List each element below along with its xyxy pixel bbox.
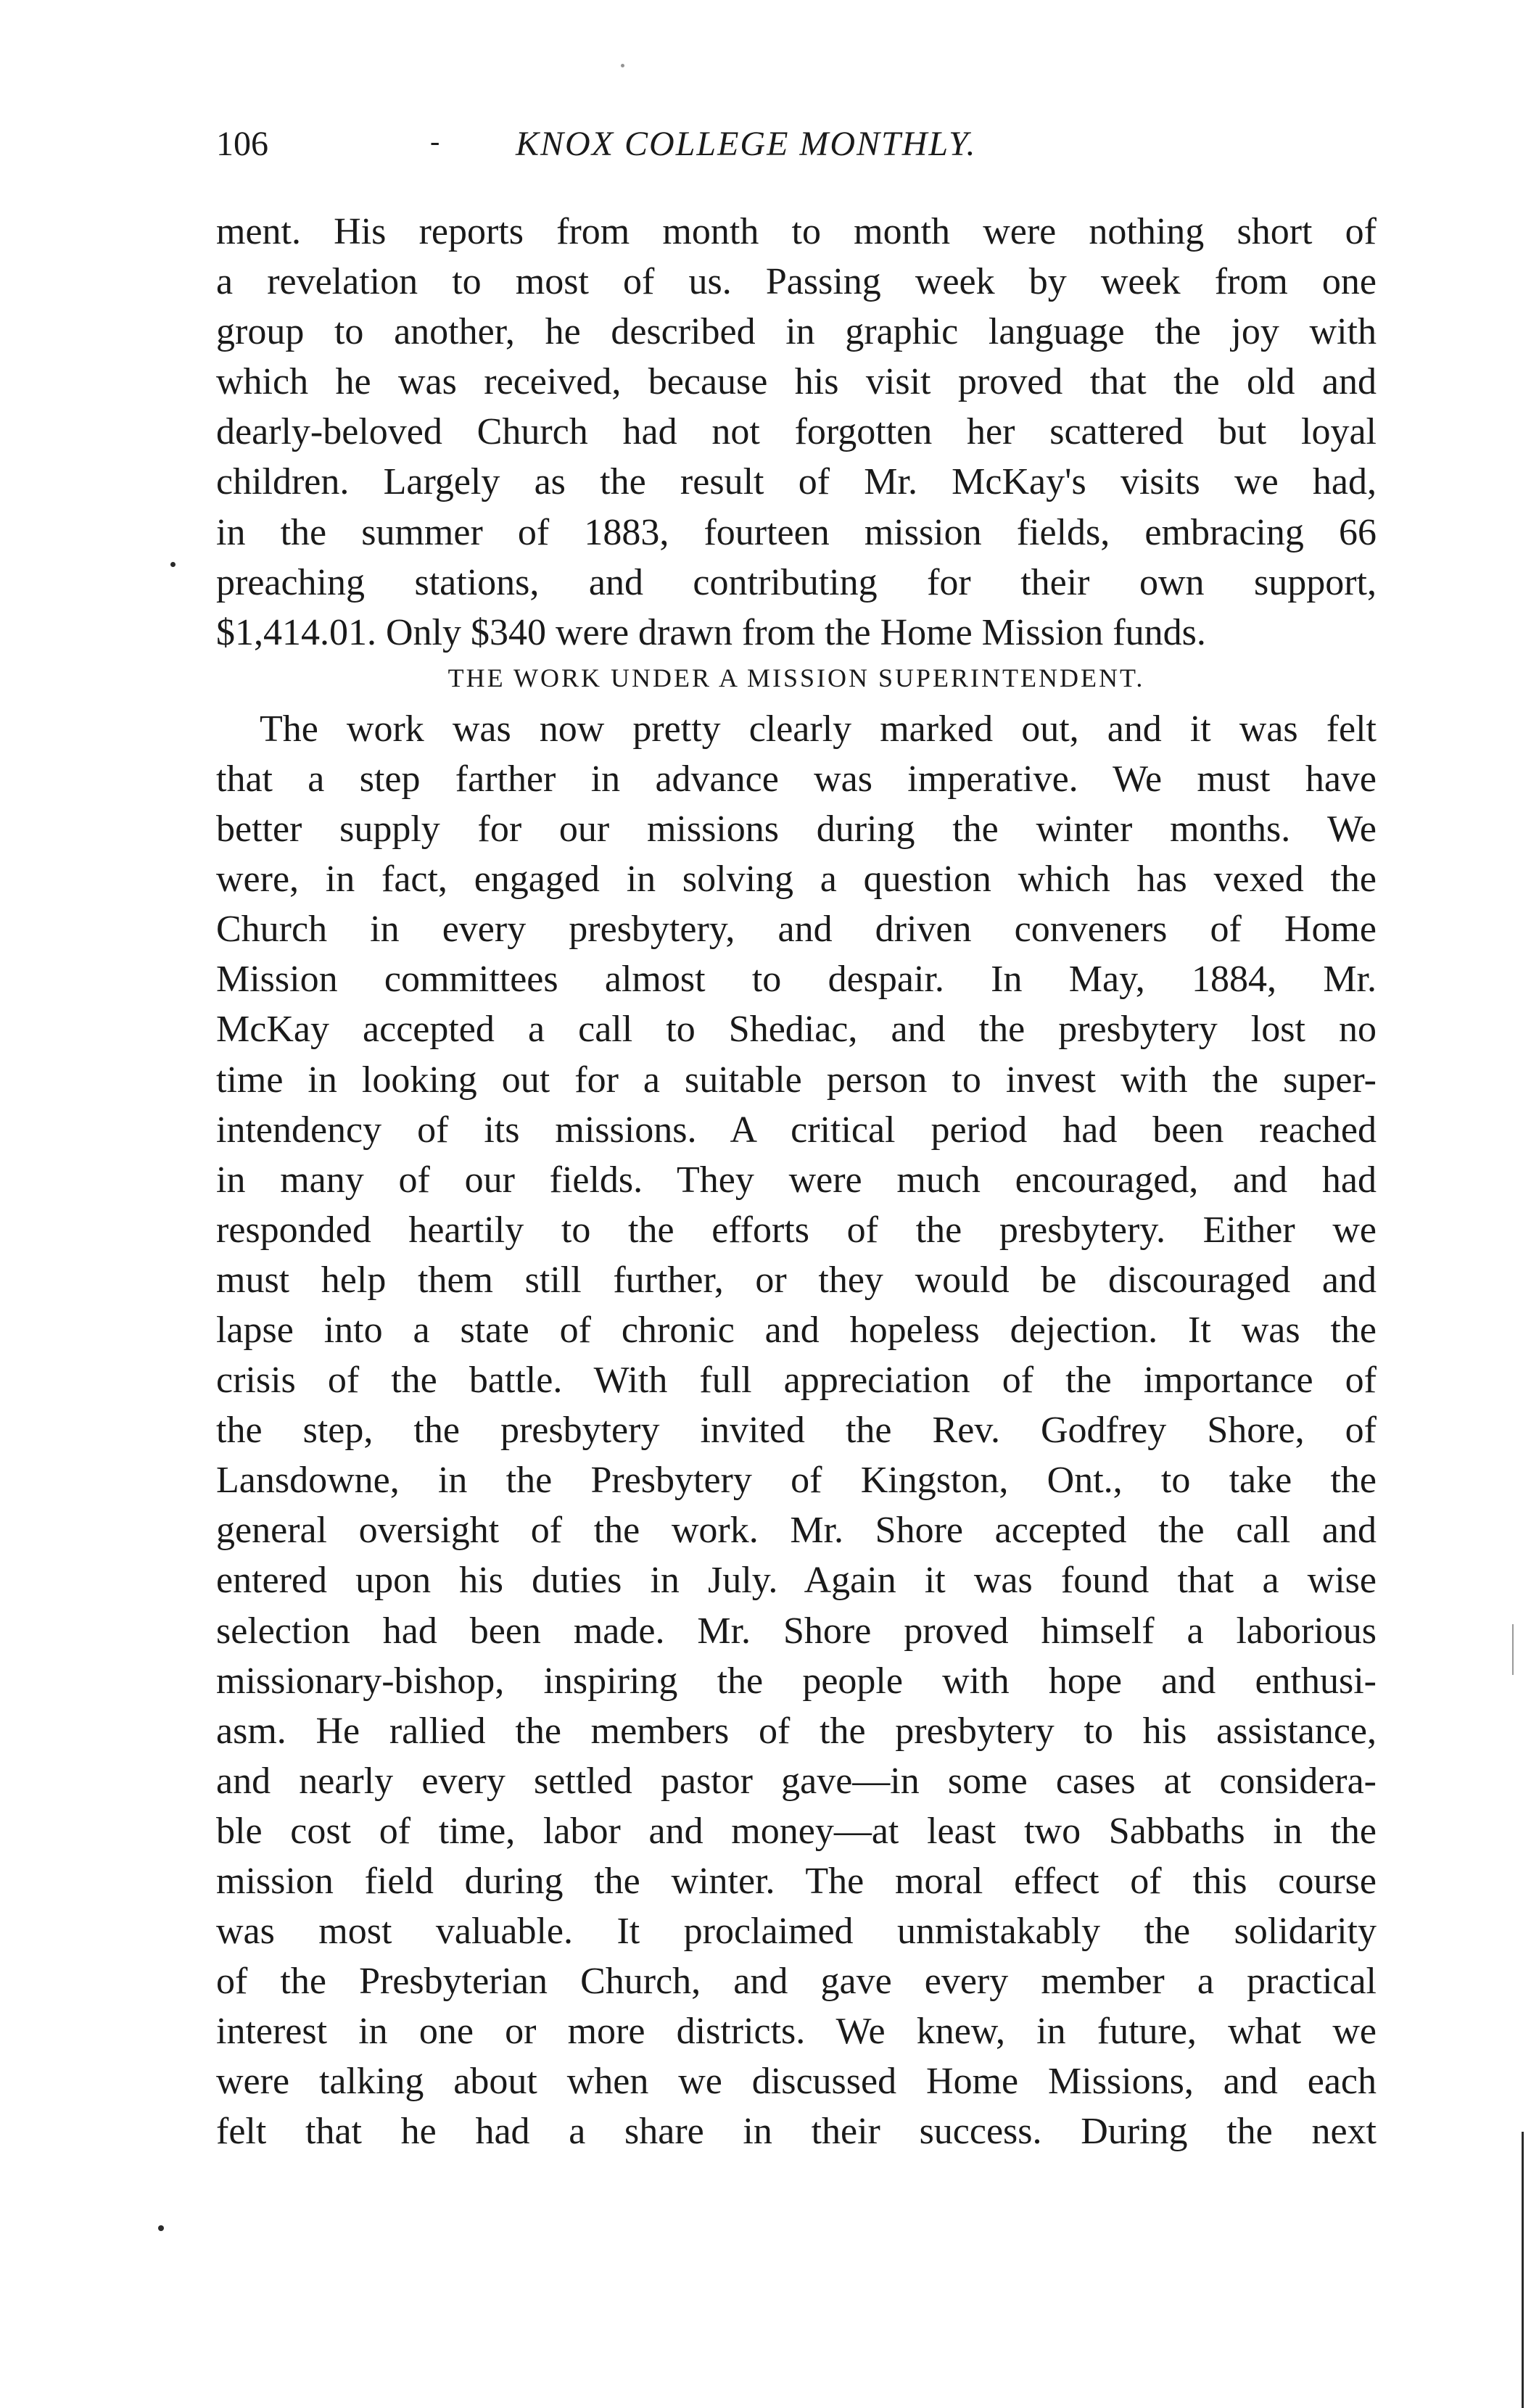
page-edge-line <box>1522 2132 1524 2408</box>
text-line: entered upon his duties in July. Again it was found that a wise <box>216 1560 1377 1602</box>
text-line: interest in one or more districts. We knew, in future, what we <box>216 2011 1377 2053</box>
page-number: 106 <box>216 125 268 163</box>
body-text <box>216 207 1377 2157</box>
text-line: which he was received, because his visit proved that the old and <box>216 361 1377 403</box>
text-line: time in looking out for a suitable person to invest with the super- <box>216 1059 1377 1101</box>
text-line: McKay accepted a call to Shediac, and the presbytery lost no <box>216 1009 1377 1051</box>
text-line: intendency of its missions. A critical period had been reached <box>216 1109 1377 1151</box>
page-edge-mark <box>1512 1624 1514 1675</box>
running-head <box>216 119 1377 170</box>
text-line: must help them still further, or they would be discouraged and <box>216 1259 1377 1301</box>
text-line: children. Largely as the result of Mr. McKay's visits we had, <box>216 461 1377 503</box>
text-line: ment. His reports from month to month were nothing short of <box>216 211 1377 252</box>
text-line: dearly-beloved Church had not forgotten her scattered but loyal <box>216 411 1377 453</box>
text-line: Lansdowne, in the Presbytery of Kingston, Ont., to take the <box>216 1460 1377 1502</box>
text-line: in the summer of 1883, fourteen mission fields, embracing 66 <box>216 511 1377 553</box>
text-line: the step, the presbytery invited the Rev. Godfrey Shore, of <box>216 1410 1377 1452</box>
text-line: The work was now pretty clearly marked out, and it was felt <box>260 708 1377 750</box>
section-heading: THE WORK UNDER A MISSION SUPERINTENDENT. <box>447 663 1145 692</box>
text-line: crisis of the battle. With full appreciation of the importance of <box>216 1360 1377 1402</box>
text-line: preaching stations, and contributing for their own support, <box>216 561 1377 603</box>
text-line: $1,414.01. Only $340 were drawn from the Home Mission funds. <box>216 611 1206 653</box>
text-line: and nearly every settled pastor gave—in some cases at considera- <box>216 1760 1377 1802</box>
text-line: were, in fact, engaged in solving a question which has vexed the <box>216 858 1377 901</box>
text-line: that a step farther in advance was imperative. We must have <box>216 758 1377 800</box>
text-line: was most valuable. It proclaimed unmistakably the solidarity <box>216 1911 1377 1953</box>
text-line: a revelation to most of us. Passing week by week from one <box>216 261 1377 303</box>
text-line: Mission committees almost to despair. In May, 1884, Mr. <box>216 959 1377 1001</box>
text-line: of the Presbyterian Church, and gave every member a practical <box>216 1961 1377 2003</box>
journal-title: KNOX COLLEGE MONTHLY. <box>516 125 977 163</box>
text-line: missionary-bishop, inspiring the people with hope and enthusi- <box>216 1660 1377 1702</box>
scan-speck <box>621 64 624 67</box>
scan-speck <box>170 562 176 567</box>
header-mark: - <box>430 125 440 157</box>
text-line: Church in every presbytery, and driven conveners of Home <box>216 909 1377 951</box>
scan-speck <box>158 2225 164 2231</box>
text-line: better supply for our missions during the winter months. We <box>216 808 1377 851</box>
paragraph <box>216 704 1377 2157</box>
text-line: felt that he had a share in their success. During the next <box>216 2111 1377 2153</box>
text-line: responded heartily to the efforts of the presbytery. Either we <box>216 1209 1377 1251</box>
paragraph <box>216 207 1377 658</box>
text-line: in many of our fields. They were much encouraged, and had <box>216 1159 1377 1201</box>
text-line: asm. He rallied the members of the presbytery to his assistance, <box>216 1710 1377 1752</box>
text-line: group to another, he described in graphic language the joy with <box>216 311 1377 353</box>
text-line: lapse into a state of chronic and hopeless dejection. It was the <box>216 1309 1377 1351</box>
text-line: mission field during the winter. The moral effect of this course <box>216 1861 1377 1902</box>
text-line: were talking about when we discussed Home Missions, and each <box>216 2061 1377 2103</box>
text-line: selection had been made. Mr. Shore proved himself a laborious <box>216 1610 1377 1652</box>
text-line: general oversight of the work. Mr. Shore accepted the call and <box>216 1510 1377 1552</box>
text-line: ble cost of time, labor and money—at least two Sabbaths in the <box>216 1810 1377 1852</box>
